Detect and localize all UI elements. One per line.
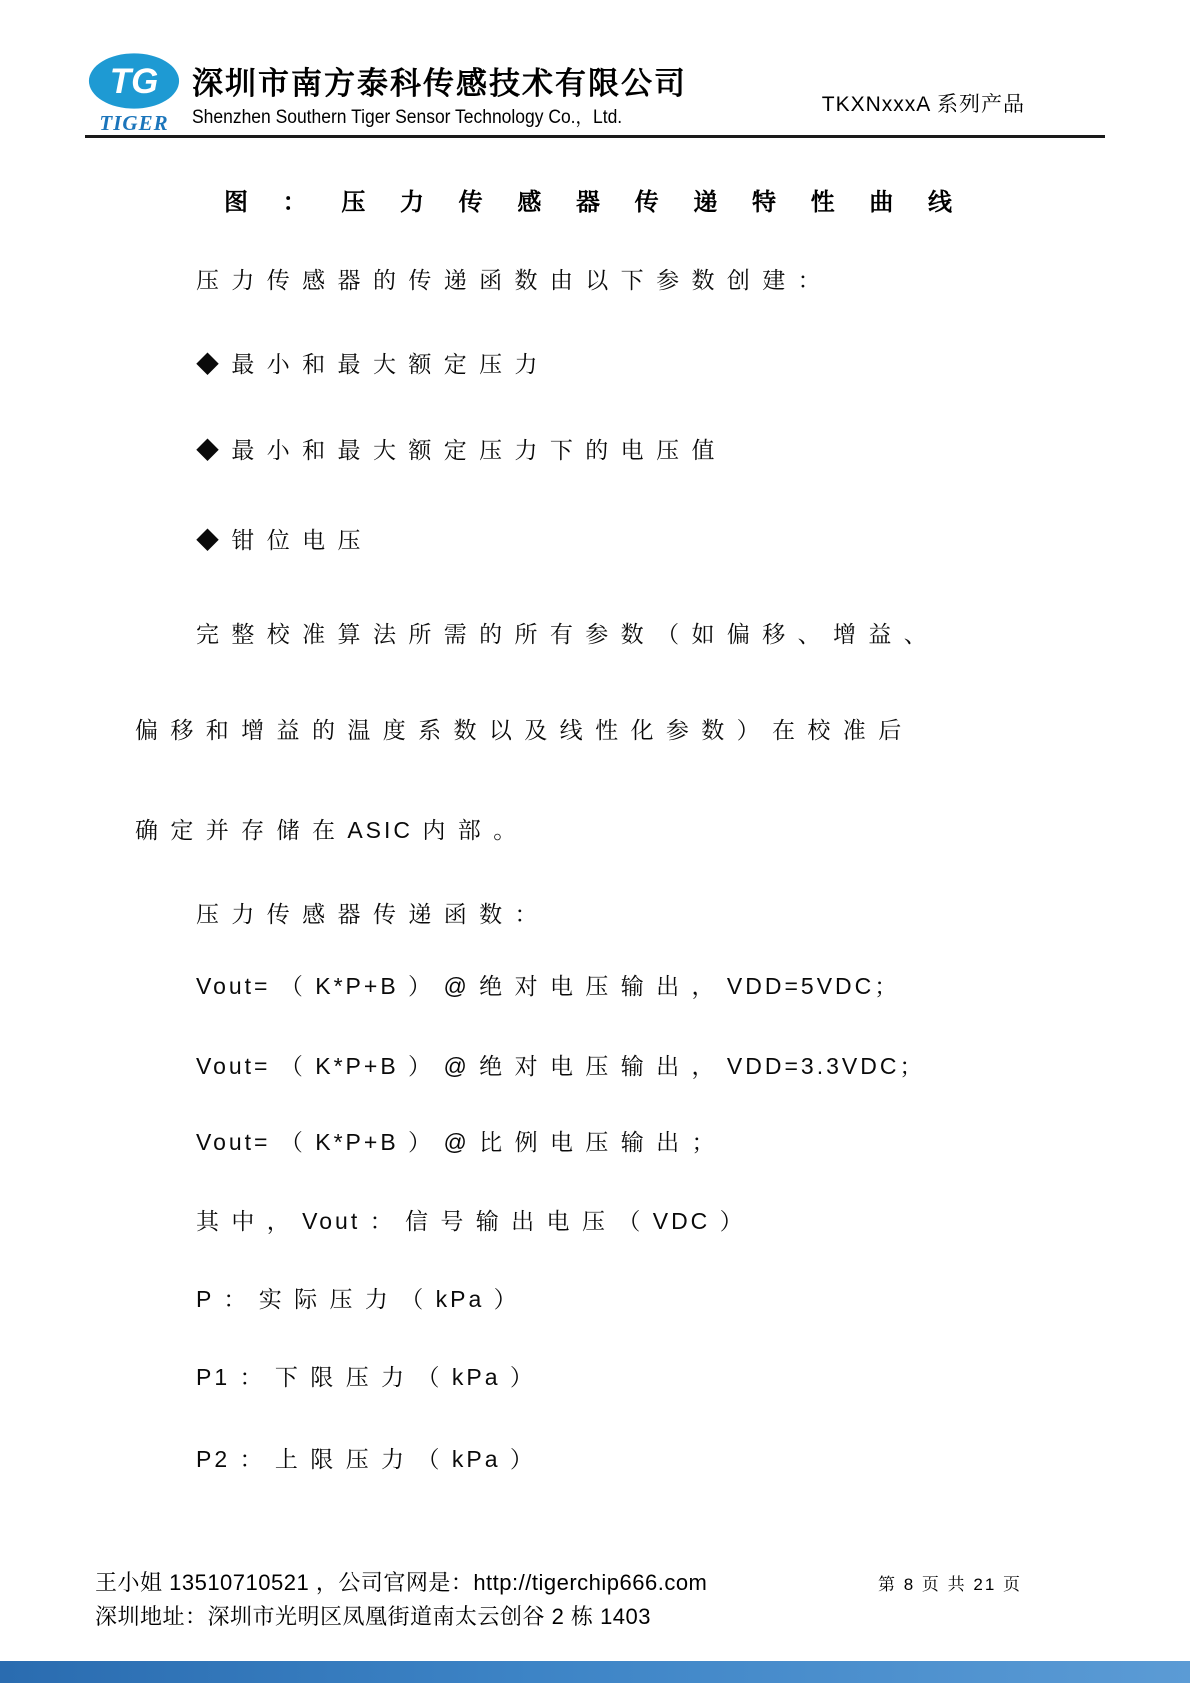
logo-tiger-text: TIGER [99,111,169,135]
para-transfer-function-heading: 压 力 传 感 器 传 递 函 数 ： [196,901,541,927]
bullet-clamp-voltage: ◆ 钳 位 电 压 [196,527,364,553]
formula-vout-ratiometric: Vout= （ K*P+B ） @ 比 例 电 压 输 出 ； [196,1129,718,1155]
page-header [0,0,1190,140]
logo-monogram: TG [109,61,159,101]
def-vout: 其 中 ， Vout ： 信 号 输 出 电 压 （ VDC ） [196,1208,746,1234]
def-p2: P2 ： 上 限 压 力 （ kPa ） [196,1446,536,1472]
para-transfer-params-intro: 压 力 传 感 器 的 传 递 函 数 由 以 下 参 数 创 建 ： [196,267,824,293]
company-logo [88,52,180,136]
para-calibration-line-1: 完 整 校 准 算 法 所 需 的 所 有 参 数 （ 如 偏 移 、 增 益 、 [196,621,930,647]
company-name-en: Shenzhen Southern Tiger Sensor Technology Co.，Ltd. [192,107,623,128]
bullet-min-max-pressure: ◆ 最 小 和 最 大 额 定 压 力 [196,351,541,377]
bullet-voltage-at-pressure: ◆ 最 小 和 最 大 额 定 压 力 下 的 电 压 值 [196,437,718,463]
footer-address-line: 深圳地址：深圳市光明区凤凰街道南太云创谷 2 栋 1403 [95,1604,652,1629]
def-p1: P1 ： 下 限 压 力 （ kPa ） [196,1364,536,1390]
header-divider [85,135,1105,138]
footer-contact-line: 王小姐 13510710521 ，公司官网是：http://tigerchip666.com [95,1570,708,1595]
page-number: 第 8 页 共 21 页 [878,1575,1022,1594]
tiger-logo-icon [88,52,180,110]
formula-vout-3v3vdc: Vout= （ K*P+B ） @ 绝 对 电 压 输 出 ， VDD=3.3VDC； [196,1053,926,1079]
footer-accent-bar [0,1661,1190,1683]
para-calibration-line-2: 偏 移 和 增 益 的 温 度 系 数 以 及 线 性 化 参 数 ） 在 校 准 后 [135,717,905,743]
para-calibration-line-3: 确 定 并 存 储 在 ASIC 内 部 。 [135,817,520,843]
product-series-label: TKXNxxxA 系列产品 [821,93,1025,116]
formula-vout-5vdc: Vout= （ K*P+B ） @ 绝 对 电 压 输 出 ， VDD=5VDC； [196,973,901,999]
def-p: P ： 实 际 压 力 （ kPa ） [196,1286,520,1312]
company-name-cn: 深圳市南方泰科传感技术有限公司 [192,66,687,101]
figure-title: 图 ： 压 力 传 感 器 传 递 特 性 曲 线 [223,189,966,216]
